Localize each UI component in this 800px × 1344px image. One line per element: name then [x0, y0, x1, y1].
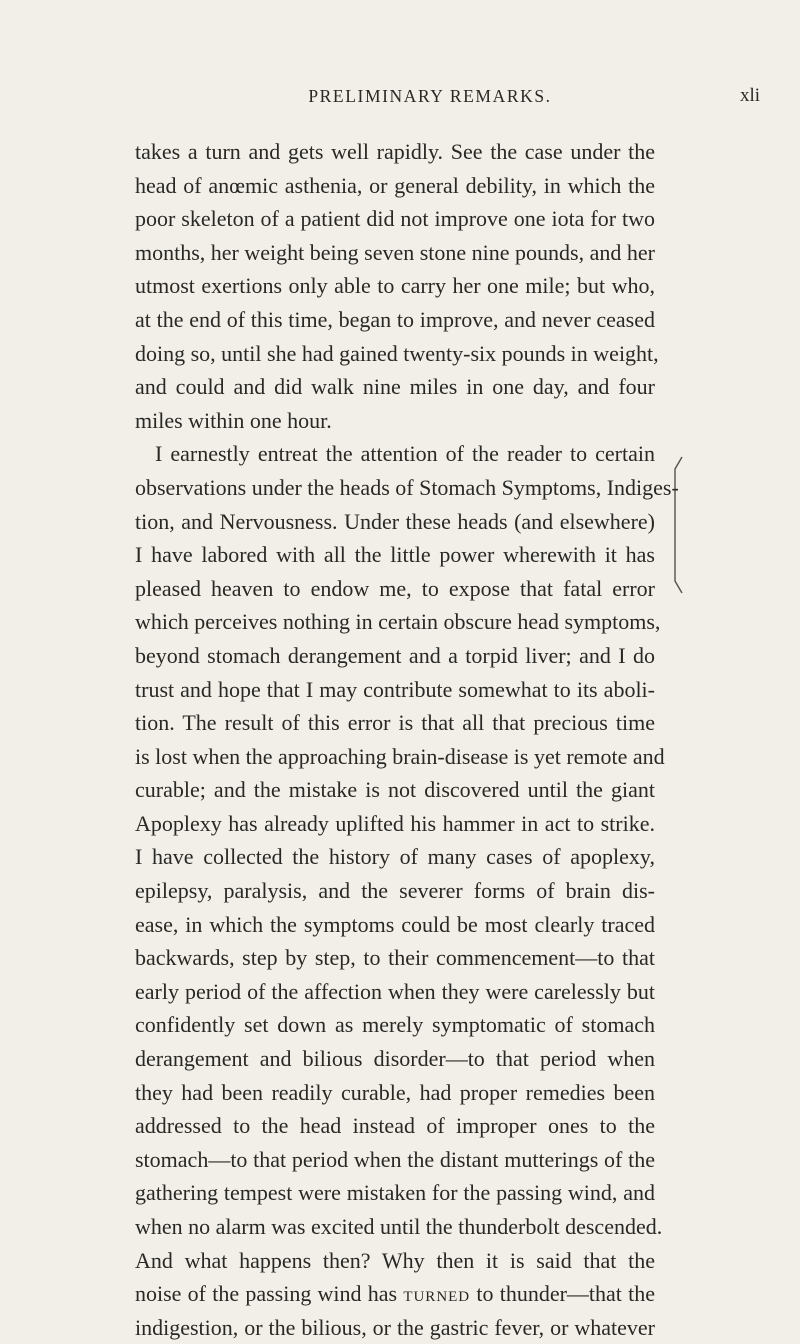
text-line: poor skeleton of a patient did not improve one iota for two: [135, 206, 655, 232]
text-line: I have labored with all the little power wherewith it has: [135, 542, 655, 568]
text-line: early period of the affection when they were carelessly but: [135, 978, 655, 1004]
text-line: And what happens then? Why then it is said that the: [135, 1247, 655, 1273]
text-line: they had been readily curable, had proper remedies been: [135, 1079, 655, 1105]
text-line: observations under the heads of Stomach Symptoms, Indiges-: [135, 474, 679, 500]
text-line: is lost when the approaching brain-disease is yet remote and: [135, 743, 665, 769]
text-line: tion, and Nervousness. Under these heads (and elsewhere): [135, 508, 655, 534]
text-line: months, her weight being seven stone nine pounds, and her: [135, 239, 655, 265]
text-line: which perceives nothing in certain obscure head symptoms,: [135, 609, 661, 635]
text-line: takes a turn and gets well rapidly. See the case under the: [135, 139, 655, 164]
text-line: addressed to the head instead of improper ones to the: [135, 1113, 655, 1139]
paragraph-start-line: I earnestly entreat the attention of the reader to certain: [155, 441, 655, 467]
text-line: curable; and the mistake is not discovered until the giant: [135, 777, 655, 803]
text-line: stomach—to that period when the distant mutterings of the: [135, 1146, 655, 1172]
text-line: backwards, step by step, to their commencement—to that: [135, 945, 655, 971]
text-line: beyond stomach derangement and a torpid liver; and I do: [135, 642, 655, 668]
text-line: indigestion, or the bilious, or the gastric fever, or whatever: [135, 1314, 655, 1340]
text-line: head of anœmic asthenia, or general debility, in which the: [135, 172, 655, 198]
text-line: derangement and bilious disorder—to that period when: [135, 1046, 655, 1072]
text-line: doing so, until she had gained twenty-six pounds in weight,: [135, 340, 659, 366]
running-title: PRELIMINARY REMARKS.: [308, 86, 552, 106]
text-line: tion. The result of this error is that all that precious time: [135, 710, 655, 736]
text-line: Apoplexy has already uplifted his hammer in act to strike.: [135, 810, 655, 836]
text-line: pleased heaven to endow me, to expose that fatal error: [135, 575, 655, 601]
text-line: and could and did walk nine miles in one day, and four: [135, 374, 655, 400]
text-line: [135, 1277, 655, 1311]
text-line: when no alarm was excited until the thunderbolt descended.: [135, 1214, 663, 1239]
text-line: at the end of this time, began to improve, and never ceased: [135, 306, 655, 332]
page-number: xli: [739, 85, 760, 106]
text-line: epilepsy, paralysis, and the severer forms of brain dis-: [135, 878, 655, 904]
running-head: [100, 84, 760, 108]
text-fragment: to thunder—that the: [470, 1281, 655, 1307]
text-line: ease, in which the symptoms could be most clearly traced: [135, 911, 655, 937]
body-text: [135, 135, 679, 1344]
text-line: gathering tempest were mistaken for the passing wind, and: [135, 1180, 655, 1206]
small-caps-word: turned: [403, 1281, 471, 1307]
text-line: utmost exertions only able to carry her one mile; but who,: [135, 273, 655, 299]
text-line: I have collected the history of many cases of apoplexy,: [135, 844, 655, 870]
text-line: confidently set down as merely symptomatic of stomach: [135, 1012, 655, 1038]
text-line: trust and hope that I may contribute somewhat to its aboli-: [135, 676, 655, 702]
text-fragment: noise of the passing wind has: [135, 1281, 404, 1307]
text-line: miles within one hour.: [135, 407, 332, 433]
